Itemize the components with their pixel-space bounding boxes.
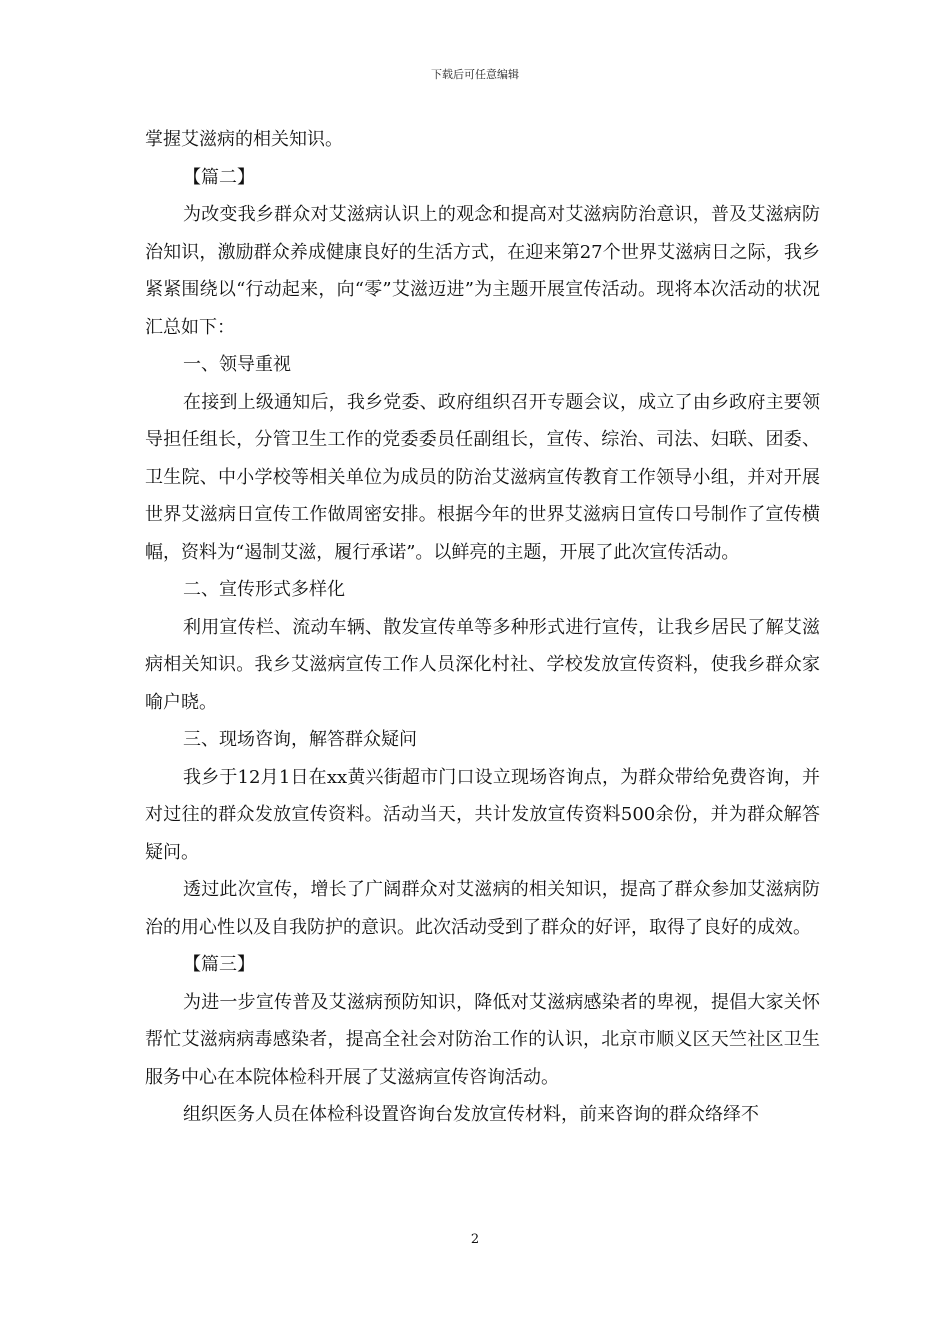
paragraph: 利用宣传栏、流动车辆、散发宣传单等多种形式进行宣传，让我乡居民了解艾滋病相关知识。我乡艾滋病宣传工作人员深化村社、学校发放宣传资料，使我乡群众家喻户晓。 — [145, 616, 820, 713]
paragraph: 我乡于12月1日在xx黄兴街超市门口设立现场咨询点，为群众带给免费咨询，并对过往的群众发放宣传资料。活动当天，共计发放宣传资料500余份，并为群众解答疑问。 — [145, 766, 820, 863]
section-heading: 【篇三】 — [183, 954, 255, 975]
section-heading: 【篇二】 — [183, 166, 255, 188]
paragraph: 掌握艾滋病的相关知识。 — [145, 129, 343, 150]
paragraph: 为进一步宣传普及艾滋病预防知识，降低对艾滋病感染者的卑视，提倡大家关怀帮忙艾滋病病毒感染者，提高全社会对防治工作的认识，北京市顺义区天竺社区卫生服务中心在本院体检科开展了艾滋病宣传咨询活动。 — [145, 991, 820, 1088]
paragraph: 透过此次宣传，增长了广阔群众对艾滋病的相关知识，提高了群众参加艾滋病防治的用心性以及自我防护的意识。此次活动受到了群众的好评，取得了良好的成效。 — [145, 879, 820, 938]
page-number: 2 — [470, 1232, 480, 1247]
document-body — [145, 121, 820, 1134]
paragraph: 在接到上级通知后，我乡党委、政府组织召开专题会议，成立了由乡政府主要领导担任组长，分管卫生工作的党委委员任副组长，宣传、综治、司法、妇联、团委、卫生院、中小学校等相关单位为成员的防治艾滋病宣传教育工作领导小组，并对开展世界艾滋病日宣传工作做周密安排。根据今年的世界艾滋病日宣传口号制作了宣传横幅，资料为“遏制艾滋，履行承诺”。以鲜亮的主题，开展了此次宣传活动。 — [145, 391, 820, 563]
page-header: 下载后可任意编辑 — [431, 68, 519, 81]
subsection-heading: 二、宣传形式多样化 — [183, 579, 345, 600]
paragraph: 为改变我乡群众对艾滋病认识上的观念和提高对艾滋病防治意识，普及艾滋病防治知识，激励群众养成健康良好的生活方式，在迎来第27个世界艾滋病日之际，我乡紧紧围绕以“行动起来，向“零”艾滋迈进”为主题开展宣传活动。现将本次活动的状况汇总如下： — [145, 204, 820, 338]
subsection-heading: 一、领导重视 — [183, 354, 291, 375]
paragraph: 组织医务人员在体检科设置咨询台发放宣传材料，前来咨询的群众络绎不 — [183, 1104, 759, 1125]
subsection-heading: 三、现场咨询，解答群众疑问 — [183, 729, 417, 750]
